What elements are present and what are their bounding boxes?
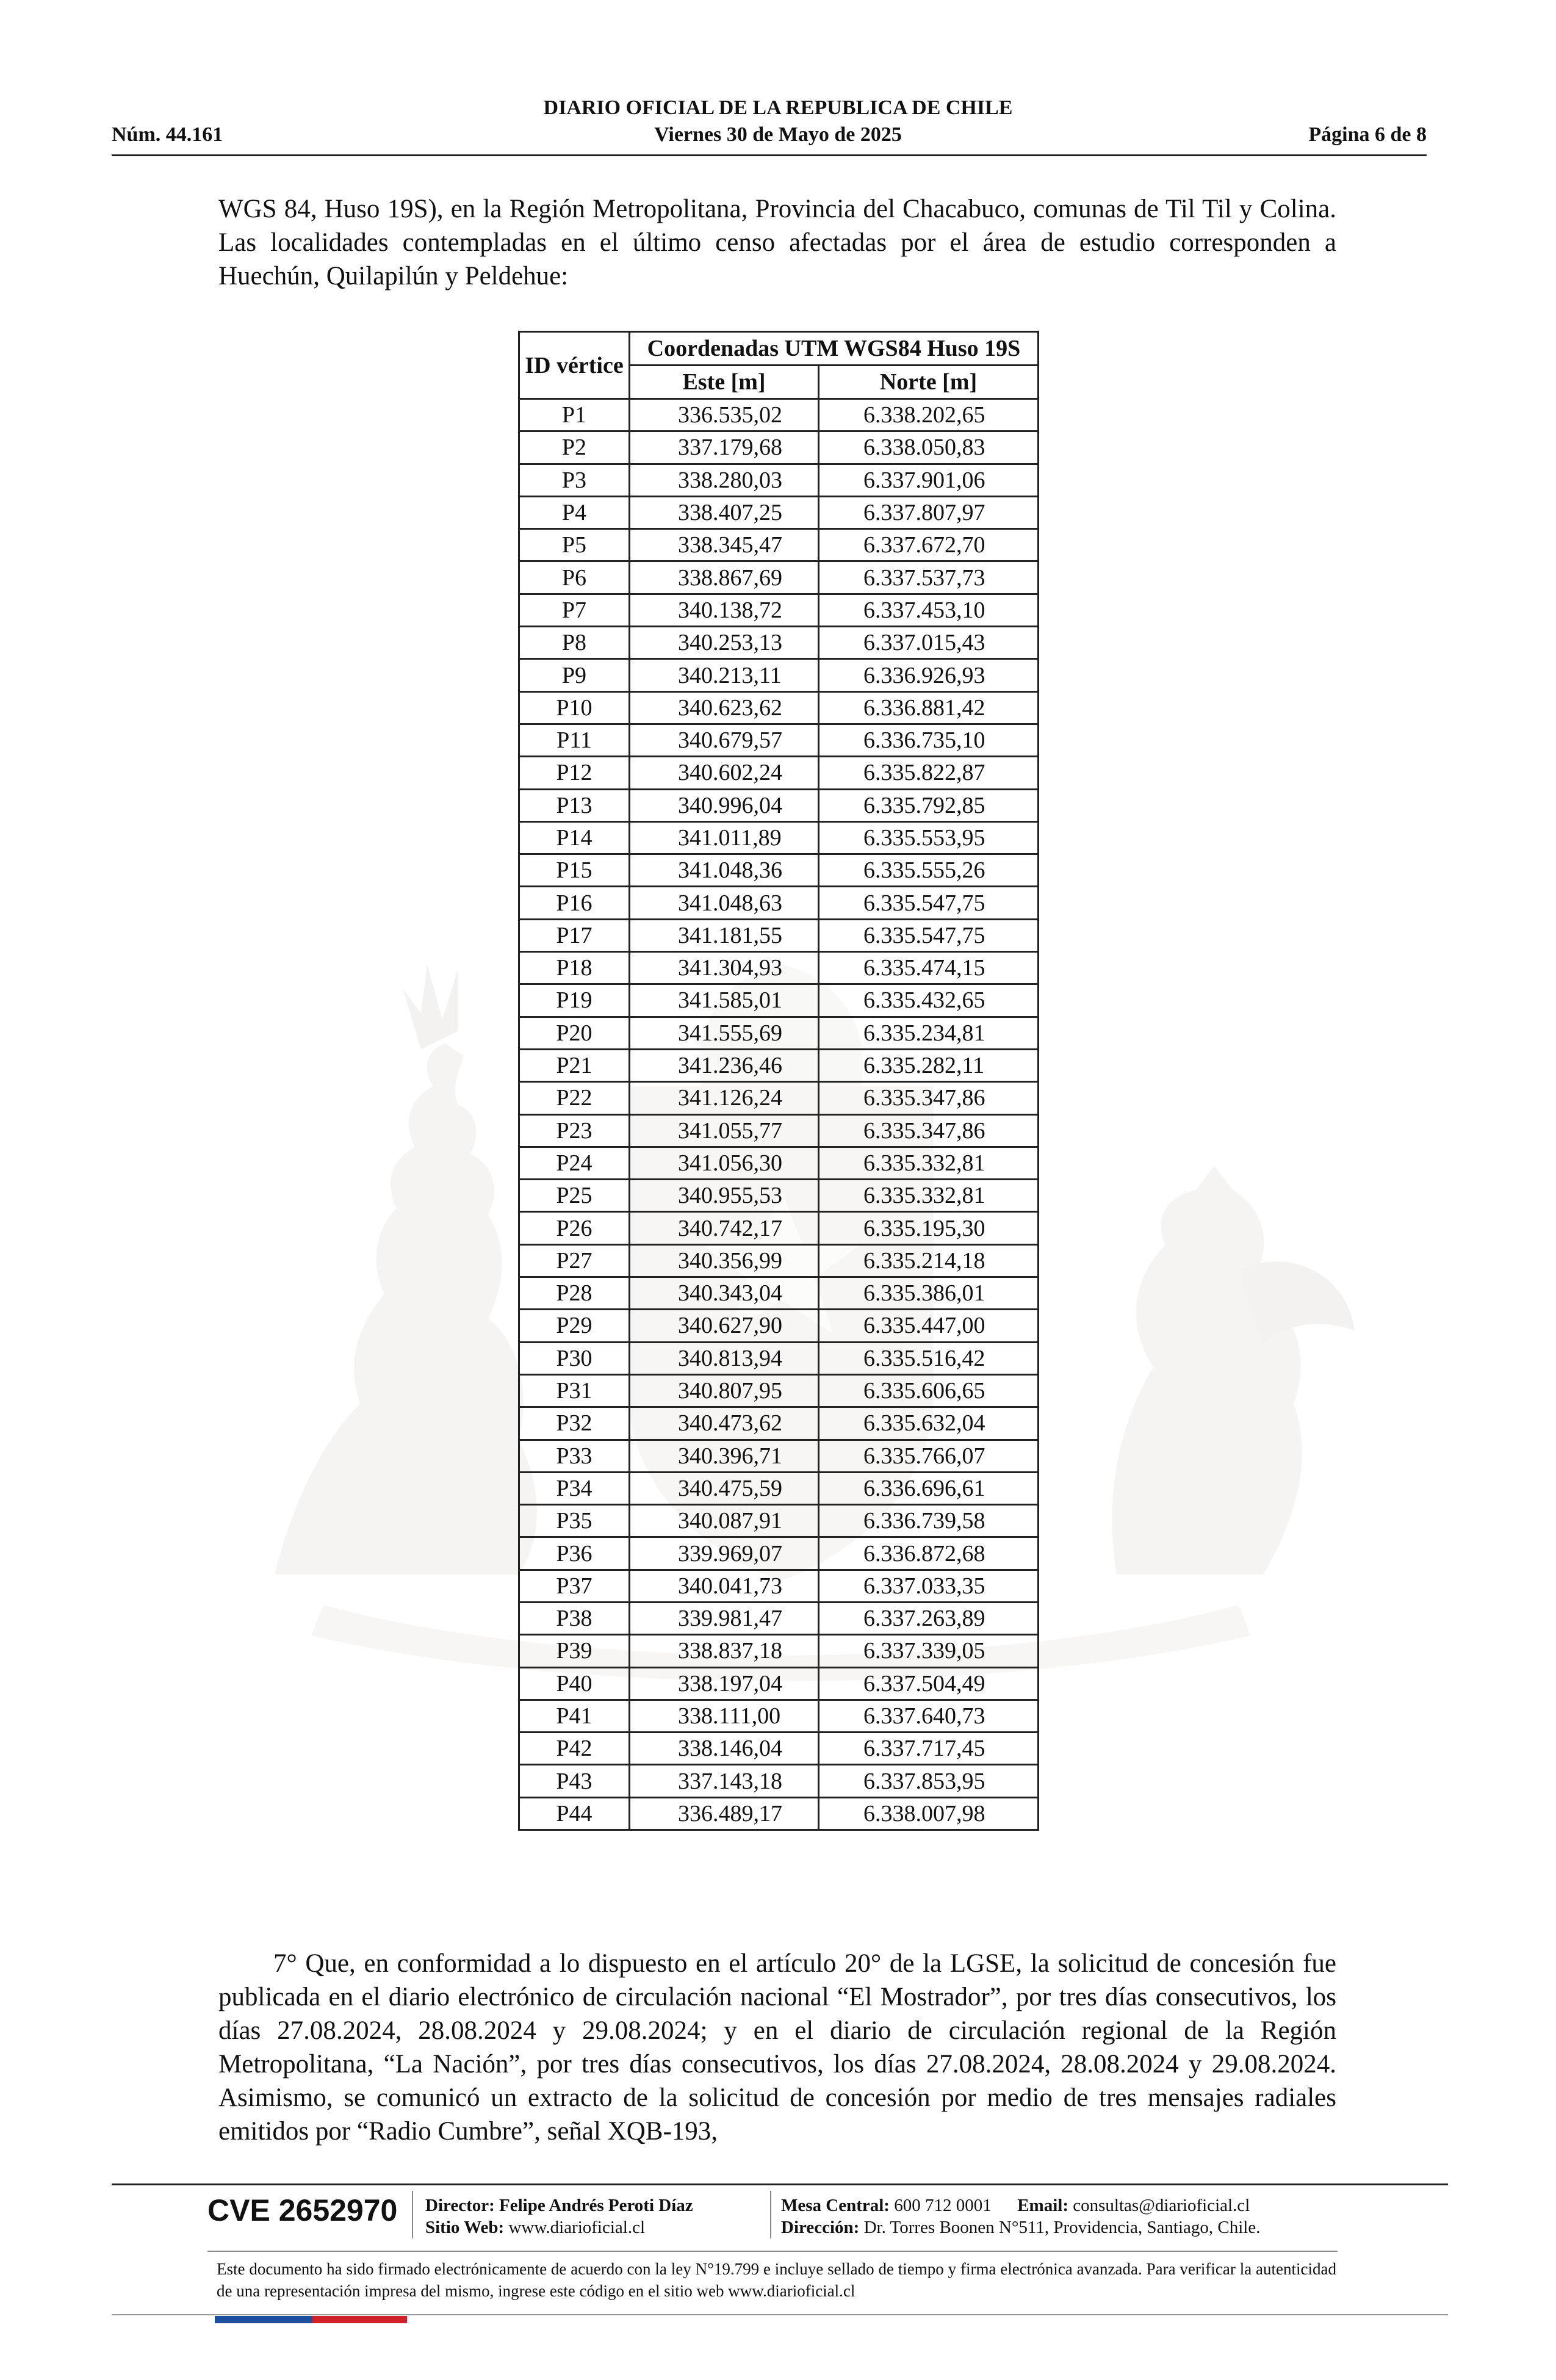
vertex-id-cell: P42: [519, 1733, 630, 1765]
flag-stripe-blue: [215, 2316, 312, 2323]
este-cell: 341.585,01: [630, 984, 819, 1017]
vertex-id-cell: P40: [519, 1667, 630, 1700]
footer-separator: [412, 2191, 413, 2238]
column-header-norte: Norte [m]: [819, 366, 1039, 399]
norte-cell: 6.335.282,11: [819, 1049, 1039, 1081]
table-row: [519, 1667, 1039, 1700]
norte-cell: 6.335.474,15: [819, 952, 1039, 984]
vertex-id-cell: P7: [519, 594, 630, 626]
este-cell: 338.407,25: [630, 496, 819, 528]
este-cell: 341.236,46: [630, 1049, 819, 1081]
norte-cell: 6.336.872,68: [819, 1537, 1039, 1570]
table-row: [519, 1602, 1039, 1634]
norte-cell: 6.337.033,35: [819, 1570, 1039, 1602]
vertex-id-cell: P22: [519, 1082, 630, 1114]
norte-cell: 6.337.853,95: [819, 1765, 1039, 1797]
vertex-id-cell: P24: [519, 1147, 630, 1179]
este-cell: 340.213,11: [630, 659, 819, 691]
table-row: [519, 659, 1039, 691]
vertex-id-cell: P23: [519, 1114, 630, 1147]
este-cell: 340.623,62: [630, 691, 819, 724]
address-value: Dr. Torres Boonen N°511, Providencia, Santiago, Chile.: [863, 2218, 1261, 2237]
table-row: [519, 1537, 1039, 1570]
vertex-id-cell: P38: [519, 1602, 630, 1634]
norte-cell: 6.335.432,65: [819, 984, 1039, 1017]
norte-cell: 6.337.339,05: [819, 1635, 1039, 1667]
table-row: [519, 1082, 1039, 1114]
coordinates-table: [518, 331, 1039, 1831]
vertex-id-cell: P14: [519, 821, 630, 854]
table-row: [519, 1570, 1039, 1602]
table-row: [519, 789, 1039, 821]
norte-cell: 6.335.234,81: [819, 1017, 1039, 1049]
table-row: [519, 1310, 1039, 1342]
footer-bottom-divider: [112, 2314, 1448, 2315]
table-row: [519, 1733, 1039, 1765]
table-row: [519, 854, 1039, 887]
vertex-id-cell: P43: [519, 1765, 630, 1797]
este-cell: 341.048,63: [630, 887, 819, 919]
vertex-id-cell: P3: [519, 464, 630, 496]
norte-cell: 6.335.332,81: [819, 1180, 1039, 1212]
vertex-id-cell: P29: [519, 1310, 630, 1342]
signature-note: Este documento ha sido firmado electrónicamente de acuerdo con la ley N°19.799 e incluye sellado de tiempo y firma electrónica avanzada. Para verificar la autenticidad de una representación impresa del mismo, ingrese este código en el sitio web www.diarioficial.cl: [217, 2260, 1336, 2300]
norte-cell: 6.338.050,83: [819, 431, 1039, 464]
vertex-id-cell: P18: [519, 952, 630, 984]
table-row: [519, 757, 1039, 789]
footer-top-divider: [112, 2183, 1448, 2185]
vertex-id-cell: P9: [519, 659, 630, 691]
table-row: [519, 1635, 1039, 1667]
footer-director: [425, 2194, 693, 2216]
column-header-id: ID vértice: [519, 332, 630, 399]
este-cell: 337.179,68: [630, 431, 819, 464]
norte-cell: 6.337.015,43: [819, 627, 1039, 659]
table-row: [519, 724, 1039, 756]
table-row: [519, 1244, 1039, 1277]
norte-cell: 6.337.263,89: [819, 1602, 1039, 1634]
table-row: [519, 594, 1039, 626]
vertex-id-cell: P25: [519, 1180, 630, 1212]
este-cell: 341.555,69: [630, 1017, 819, 1049]
este-cell: 341.055,77: [630, 1114, 819, 1147]
vertex-id-cell: P2: [519, 431, 630, 464]
este-cell: 336.489,17: [630, 1797, 819, 1830]
table-row: [519, 1277, 1039, 1310]
table-row: [519, 561, 1039, 594]
table-row: [519, 1147, 1039, 1179]
este-cell: 340.138,72: [630, 594, 819, 626]
norte-cell: 6.335.822,87: [819, 757, 1039, 789]
table-row: [519, 496, 1039, 528]
table-row: [519, 887, 1039, 919]
table-row: [519, 464, 1039, 496]
este-cell: 341.048,36: [630, 854, 819, 887]
este-cell: 340.742,17: [630, 1212, 819, 1244]
norte-cell: 6.338.202,65: [819, 399, 1039, 431]
norte-cell: 6.337.504,49: [819, 1667, 1039, 1700]
table-row: [519, 691, 1039, 724]
issue-date: Viernes 30 de Mayo de 2025: [654, 123, 902, 146]
norte-cell: 6.336.881,42: [819, 691, 1039, 724]
norte-cell: 6.337.537,73: [819, 561, 1039, 594]
table-row: [519, 1765, 1039, 1797]
issue-number: Núm. 44.161: [112, 123, 223, 146]
column-header-este: Este [m]: [630, 366, 819, 399]
este-cell: 338.280,03: [630, 464, 819, 496]
norte-cell: 6.337.717,45: [819, 1733, 1039, 1765]
vertex-id-cell: P17: [519, 919, 630, 951]
este-cell: 340.627,90: [630, 1310, 819, 1342]
vertex-id-cell: P32: [519, 1407, 630, 1440]
norte-cell: 6.338.007,98: [819, 1797, 1039, 1830]
website-label: Sitio Web:: [425, 2218, 505, 2237]
table-row: [519, 821, 1039, 854]
este-cell: 338.111,00: [630, 1700, 819, 1732]
website-link[interactable]: www.diarioficial.cl: [508, 2218, 646, 2237]
norte-cell: 6.335.766,07: [819, 1440, 1039, 1472]
newspaper-title: DIARIO OFICIAL DE LA REPUBLICA DE CHILE: [543, 96, 1013, 119]
este-cell: 341.056,30: [630, 1147, 819, 1179]
address-label: Dirección:: [781, 2218, 860, 2237]
norte-cell: 6.335.553,95: [819, 821, 1039, 854]
vertex-id-cell: P1: [519, 399, 630, 431]
este-cell: 340.396,71: [630, 1440, 819, 1472]
table-row: [519, 1700, 1039, 1732]
norte-cell: 6.335.447,00: [819, 1310, 1039, 1342]
table-row: [519, 1797, 1039, 1830]
este-cell: 341.304,93: [630, 952, 819, 984]
este-cell: 338.197,04: [630, 1667, 819, 1700]
footer-contact: [781, 2194, 1250, 2216]
table-row: [519, 627, 1039, 659]
norte-cell: 6.336.696,61: [819, 1472, 1039, 1504]
intro-paragraph: WGS 84, Huso 19S), en la Región Metropolitana, Provincia del Chacabuco, comunas de Til Til y Colina. Las localidades contempladas en el último censo afectadas por el área de estudio corresponden a Huechún, Quilapilún y Peldehue:: [218, 195, 1336, 290]
norte-cell: 6.335.547,75: [819, 919, 1039, 951]
vertex-id-cell: P10: [519, 691, 630, 724]
table-row: [519, 919, 1039, 951]
table-row: [519, 1374, 1039, 1407]
vertex-id-cell: P31: [519, 1374, 630, 1407]
este-cell: 340.087,91: [630, 1505, 819, 1537]
norte-cell: 6.335.516,42: [819, 1342, 1039, 1374]
phone-value: 600 712 0001: [894, 2196, 992, 2215]
vertex-id-cell: P34: [519, 1472, 630, 1504]
norte-cell: 6.337.672,70: [819, 529, 1039, 561]
vertex-id-cell: P44: [519, 1797, 630, 1830]
vertex-id-cell: P20: [519, 1017, 630, 1049]
este-cell: 341.011,89: [630, 821, 819, 854]
director-label: Director:: [425, 2196, 495, 2215]
column-header-group: Coordenadas UTM WGS84 Huso 19S: [630, 332, 1039, 366]
este-cell: 338.867,69: [630, 561, 819, 594]
table-row: [519, 1342, 1039, 1374]
table-row: [519, 431, 1039, 464]
vertex-id-cell: P13: [519, 789, 630, 821]
vertex-id-cell: P36: [519, 1537, 630, 1570]
table-row: [519, 1440, 1039, 1472]
norte-cell: 6.335.347,86: [819, 1114, 1039, 1147]
norte-cell: 6.337.453,10: [819, 594, 1039, 626]
este-cell: 340.473,62: [630, 1407, 819, 1440]
vertex-id-cell: P33: [519, 1440, 630, 1472]
norte-cell: 6.336.926,93: [819, 659, 1039, 691]
norte-cell: 6.337.807,97: [819, 496, 1039, 528]
header-divider: [112, 154, 1427, 156]
coordinates-table-body: [519, 399, 1039, 1830]
este-cell: 339.981,47: [630, 1602, 819, 1634]
este-cell: 340.356,99: [630, 1244, 819, 1277]
norte-cell: 6.335.332,81: [819, 1147, 1039, 1179]
norte-cell: 6.335.555,26: [819, 854, 1039, 887]
vertex-id-cell: P37: [519, 1570, 630, 1602]
table-row: [519, 952, 1039, 984]
norte-cell: 6.335.386,01: [819, 1277, 1039, 1310]
vertex-id-cell: P26: [519, 1212, 630, 1244]
table-row: [519, 1407, 1039, 1440]
table-row: [519, 1017, 1039, 1049]
norte-cell: 6.335.347,86: [819, 1082, 1039, 1114]
norte-cell: 6.337.640,73: [819, 1700, 1039, 1732]
norte-cell: 6.336.735,10: [819, 724, 1039, 756]
este-cell: 340.813,94: [630, 1342, 819, 1374]
vertex-id-cell: P21: [519, 1049, 630, 1081]
table-row: [519, 1472, 1039, 1504]
email-label: Email:: [1017, 2196, 1068, 2215]
vertex-id-cell: P19: [519, 984, 630, 1017]
norte-cell: 6.335.547,75: [819, 887, 1039, 919]
norte-cell: 6.335.195,30: [819, 1212, 1039, 1244]
este-cell: 336.535,02: [630, 399, 819, 431]
vertex-id-cell: P41: [519, 1700, 630, 1732]
este-cell: 340.253,13: [630, 627, 819, 659]
footer-mid-divider: [207, 2251, 1338, 2252]
norte-cell: 6.335.632,04: [819, 1407, 1039, 1440]
este-cell: 340.602,24: [630, 757, 819, 789]
vertex-id-cell: P28: [519, 1277, 630, 1310]
vertex-id-cell: P16: [519, 887, 630, 919]
email-link[interactable]: consultas@diarioficial.cl: [1073, 2196, 1250, 2215]
este-cell: 337.143,18: [630, 1765, 819, 1797]
table-row: [519, 1180, 1039, 1212]
vertex-id-cell: P15: [519, 854, 630, 887]
footer-address: [781, 2216, 1260, 2238]
vertex-id-cell: P27: [519, 1244, 630, 1277]
norte-cell: 6.336.739,58: [819, 1505, 1039, 1537]
cve-code: CVE 2652970: [207, 2193, 398, 2227]
este-cell: 340.996,04: [630, 789, 819, 821]
vertex-id-cell: P6: [519, 561, 630, 594]
vertex-id-cell: P12: [519, 757, 630, 789]
este-cell: 340.041,73: [630, 1570, 819, 1602]
este-cell: 340.679,57: [630, 724, 819, 756]
vertex-id-cell: P5: [519, 529, 630, 561]
este-cell: 340.343,04: [630, 1277, 819, 1310]
body-paragraph: 7° Que, en conformidad a lo dispuesto en el artículo 20° de la LGSE, la solicitud de concesión fue publicada en el diario electrónico de circulación nacional “El Mostrador”, por tres días consecutivos, los días 27.08.2024, 28.08.2024 y 29.08.2024; y en el diario de circulación regional de la Región Metropolitana, “La Nación”, por tres días consecutivos, los días 27.08.2024, 28.08.2024 y 29.08.2024. Asimismo, se comunicó un extracto de la solicitud de concesión por medio de tres mensajes radiales emitidos por “Radio Cumbre”, señal XQB-193,: [218, 1949, 1336, 2146]
este-cell: 341.126,24: [630, 1082, 819, 1114]
este-cell: 340.955,53: [630, 1180, 819, 1212]
director-value: Felipe Andrés Peroti Díaz: [499, 2196, 693, 2215]
norte-cell: 6.337.901,06: [819, 464, 1039, 496]
vertex-id-cell: P30: [519, 1342, 630, 1374]
este-cell: 340.475,59: [630, 1472, 819, 1504]
table-row: [519, 1212, 1039, 1244]
page-indicator: Página 6 de 8: [1308, 123, 1427, 146]
table-row: [519, 1049, 1039, 1081]
vertex-id-cell: P35: [519, 1505, 630, 1537]
table-row: [519, 1114, 1039, 1147]
este-cell: 338.146,04: [630, 1733, 819, 1765]
footer-separator: [770, 2191, 771, 2238]
table-row: [519, 529, 1039, 561]
este-cell: 340.807,95: [630, 1374, 819, 1407]
flag-stripe-red: [312, 2316, 407, 2323]
este-cell: 339.969,07: [630, 1537, 819, 1570]
vertex-id-cell: P8: [519, 627, 630, 659]
este-cell: 338.345,47: [630, 529, 819, 561]
phone-label: Mesa Central:: [781, 2196, 890, 2215]
norte-cell: 6.335.792,85: [819, 789, 1039, 821]
table-row: [519, 399, 1039, 431]
vertex-id-cell: P4: [519, 496, 630, 528]
norte-cell: 6.335.606,65: [819, 1374, 1039, 1407]
vertex-id-cell: P11: [519, 724, 630, 756]
este-cell: 341.181,55: [630, 919, 819, 951]
table-row: [519, 1505, 1039, 1537]
norte-cell: 6.335.214,18: [819, 1244, 1039, 1277]
vertex-id-cell: P39: [519, 1635, 630, 1667]
table-row: [519, 984, 1039, 1017]
footer-website: [425, 2216, 645, 2238]
este-cell: 338.837,18: [630, 1635, 819, 1667]
